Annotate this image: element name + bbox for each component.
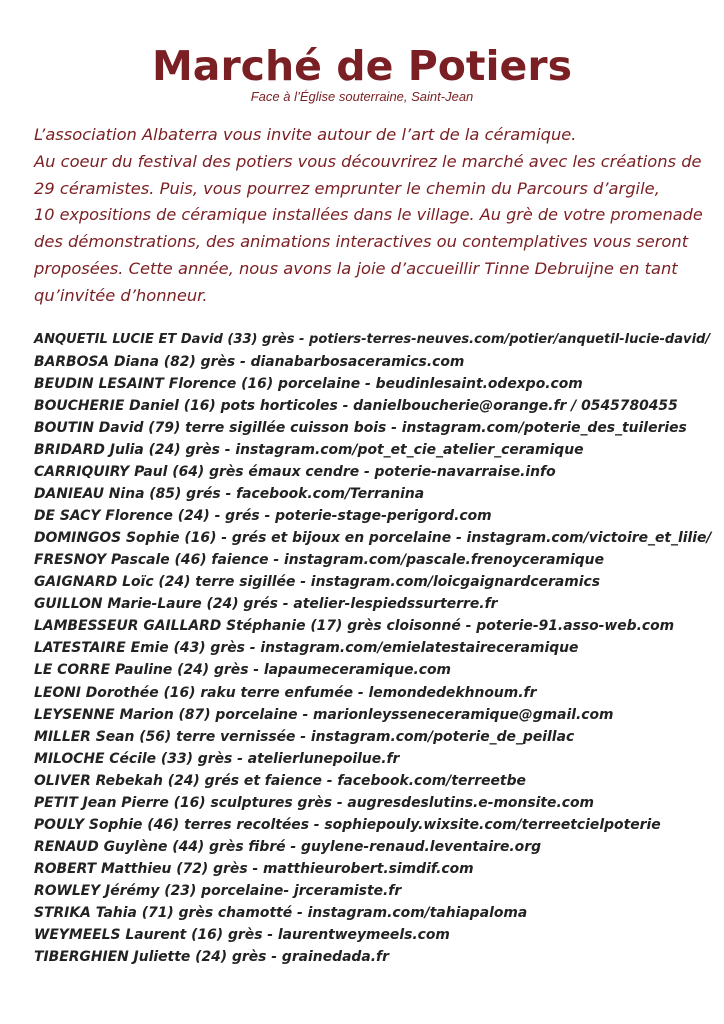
- intro-line: 29 céramistes. Puis, vous pourrez emprunter le chemin du Parcours d’argile,: [34, 178, 660, 198]
- exhibitor-entry: STRIKA Tahia (71) grès chamotté - instagram.com/tahiapaloma: [34, 904, 528, 921]
- exhibitor-entry: OLIVER Rebekah (24) grés et faience - facebook.com/terreetbe: [34, 772, 526, 789]
- exhibitor-list: [34, 329, 714, 968]
- exhibitor-entry: BOUCHERIE Daniel (16) pots horticoles - danielboucherie@orange.fr / 0545780455: [34, 398, 678, 415]
- exhibitor-entry: WEYMEELS Laurent (16) grès - laurentweymeels.com: [34, 926, 450, 943]
- exhibitor-entry: LAMBESSEUR GAILLARD Stéphanie (17) grès cloisonné - poterie-91.asso-web.com: [34, 618, 675, 635]
- exhibitor-entry: GAIGNARD Loïc (24) terre sigillée - instagram.com/loicgaignardceramics: [34, 574, 600, 591]
- exhibitor-entry: TIBERGHIEN Juliette (24) grès - grainedada.fr: [34, 948, 389, 965]
- exhibitor-entry: LATESTAIRE Emie (43) grès - instagram.com/emielatestaireceramique: [34, 640, 579, 657]
- exhibitor-entry: LE CORRE Pauline (24) grès - lapaumeceramique.com: [34, 662, 452, 679]
- intro-line: Au coeur du festival des potiers vous découvrirez le marché avec les créations de: [34, 151, 702, 171]
- exhibitor-entry: ANQUETIL LUCIE ET David (33) grès - potiers-terres-neuves.com/potier/anquetil-lucie-david/: [34, 332, 711, 347]
- exhibitor-entry: PETIT Jean Pierre (16) sculptures grès - augresdeslutins.e-monsite.com: [34, 794, 594, 811]
- exhibitor-entry: BEUDIN LESAINT Florence (16) porcelaine - beudinlesaint.odexpo.com: [34, 376, 583, 393]
- exhibitor-entry: DE SACY Florence (24) - grés - poterie-stage-perigord.com: [34, 508, 492, 525]
- exhibitor-entry: BARBOSA Diana (82) grès - dianabarbosaceramics.com: [34, 354, 465, 371]
- exhibitor-entry: DOMINGOS Sophie (16) - grés et bijoux en porcelaine - instagram.com/victoire_et_lilie/: [34, 530, 712, 547]
- intro-line: L’association Albaterra vous invite autour de l’art de la céramique.: [34, 125, 577, 144]
- exhibitor-entry: LEONI Dorothée (16) raku terre enfumée - lemondedekhnoum.fr: [34, 684, 537, 701]
- intro-line: proposées. Cette année, nous avons la joie d’accueillir Tinne Debruijne en tant: [34, 258, 678, 278]
- exhibitor-entry: MILLER Sean (56) terre vernissée - instagram.com/poterie_de_peillac: [34, 728, 575, 745]
- intro-line: 10 expositions de céramique installées dans le village. Au grè de votre promenade: [34, 205, 703, 225]
- intro-line: des démonstrations, des animations interactives ou contemplatives vous seront: [34, 232, 689, 252]
- intro-paragraph: [34, 122, 706, 310]
- venue-subtitle: Face à l’Église souterraine, Saint-Jean: [250, 89, 474, 104]
- exhibitor-entry: FRESNOY Pascale (46) faience - instagram.com/pascale.frenoyceramique: [34, 552, 604, 569]
- exhibitor-entry: ROBERT Matthieu (72) grès - matthieurobert.simdif.com: [34, 860, 474, 877]
- intro-line: qu’invitée d’honneur.: [34, 285, 208, 305]
- exhibitor-entry: DANIEAU Nina (85) grés - facebook.com/Terranina: [34, 486, 425, 503]
- exhibitor-entry: ROWLEY Jérémy (23) porcelaine- jrceramiste.fr: [34, 882, 402, 899]
- exhibitor-entry: POULY Sophie (46) terres recoltées - sophiepouly.wixsite.com/terreetcielpoterie: [34, 816, 661, 833]
- exhibitor-entry: BOUTIN David (79) terre sigillée cuisson bois - instagram.com/poterie_des_tuileries: [34, 420, 687, 437]
- exhibitor-entry: LEYSENNE Marion (87) porcelaine - marionleysseneceramique@gmail.com: [34, 706, 614, 723]
- exhibitor-entry: RENAUD Guylène (44) grès fibré - guylene-renaud.leventaire.org: [34, 838, 542, 855]
- page-title: Marché de Potiers: [152, 42, 572, 90]
- exhibitor-entry: MILOCHE Cécile (33) grès - atelierlunepoilue.fr: [34, 750, 400, 767]
- exhibitor-entry: BRIDARD Julia (24) grès - instagram.com/pot_et_cie_atelier_ceramique: [34, 442, 584, 459]
- exhibitor-entry: GUILLON Marie-Laure (24) grés - atelier-lespiedssurterre.fr: [34, 596, 498, 613]
- exhibitor-entry: CARRIQUIRY Paul (64) grès émaux cendre - poterie-navarraise.info: [34, 464, 556, 481]
